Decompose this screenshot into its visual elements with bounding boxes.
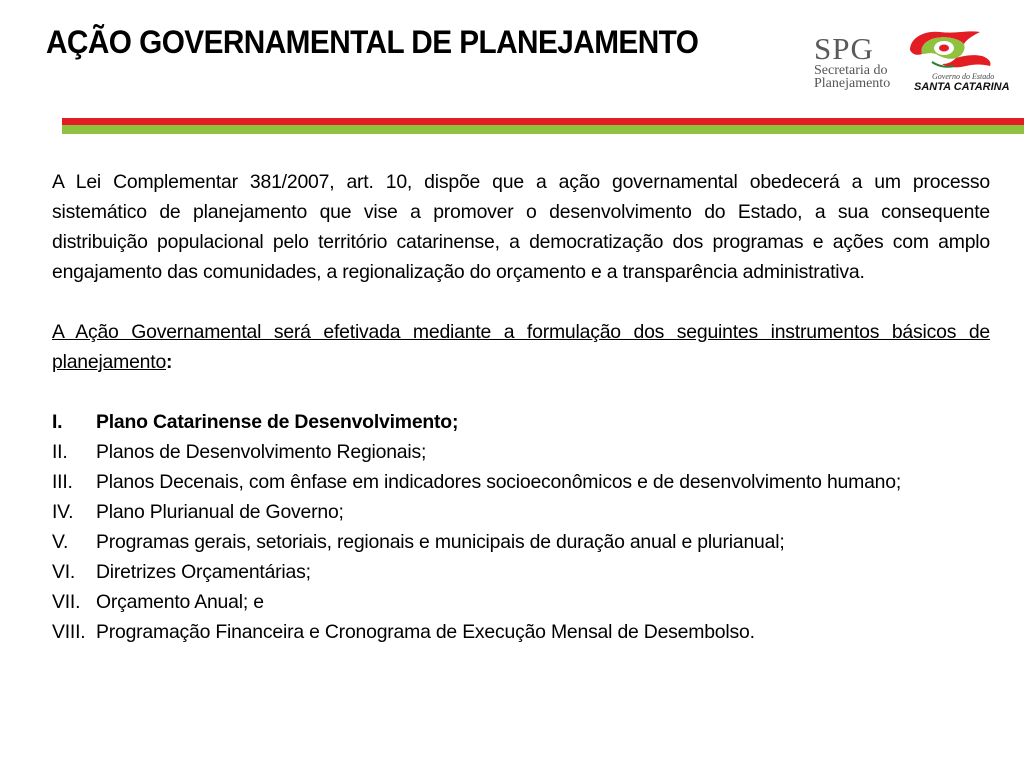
list-item-number: VI. bbox=[52, 561, 76, 583]
header-stripe-green bbox=[62, 125, 1024, 134]
spg-logo-mark: SPG bbox=[814, 31, 874, 66]
list-item-text: Plano Plurianual de Governo; bbox=[96, 501, 344, 523]
state-name-label: SANTA CATARINA bbox=[914, 81, 1010, 93]
spg-logo-line-2: Planejamento bbox=[814, 76, 891, 91]
list-item bbox=[52, 407, 990, 437]
list-item bbox=[52, 497, 990, 527]
list-item-number: VII. bbox=[52, 591, 81, 613]
intro-paragraph: A Lei Complementar 381/2007, art. 10, dispõe que a ação governamental obedecerá a um processo sistemático de planejamento que vise a promover o desenvolvimento do Estado, a sua consequente distribuição populacional pelo território catarinense, a democratização dos programas e ações com amplo engajamento das comunidades, a regionalização do orçamento e a transparência administrativa. bbox=[52, 171, 990, 283]
list-item-text: Orçamento Anual; e bbox=[96, 591, 264, 613]
list-item-text: Programação Financeira e Cronograma de Execução Mensal de Desembolso. bbox=[96, 621, 755, 643]
spg-logo-line-1: Secretaria do bbox=[814, 63, 888, 78]
lead-underlined-text: A Ação Governamental será efetivada mediante a formulação dos seguintes instrumentos básicos de planejamento bbox=[52, 321, 990, 373]
list-item-number: V. bbox=[52, 531, 69, 553]
body-text bbox=[52, 167, 990, 647]
list-item-text: Programas gerais, setoriais, regionais e municipais de duração anual e plurianual; bbox=[96, 531, 785, 553]
list-item bbox=[52, 437, 990, 467]
list-item-number: IV. bbox=[52, 501, 74, 523]
list-item-number: VIII. bbox=[52, 621, 86, 643]
list-item-number: I. bbox=[52, 411, 63, 433]
santa-catarina-emblem-icon bbox=[906, 28, 994, 74]
lead-paragraph bbox=[52, 317, 990, 377]
instruments-list bbox=[52, 407, 990, 647]
list-item-text: Diretrizes Orçamentárias; bbox=[96, 561, 311, 583]
spacer bbox=[52, 377, 990, 407]
header-stripe-red bbox=[62, 118, 1024, 125]
santa-catarina-logo bbox=[906, 28, 1010, 94]
lead-colon: : bbox=[166, 351, 173, 373]
list-item bbox=[52, 587, 990, 617]
list-item-text: Planos de Desenvolvimento Regionais; bbox=[96, 441, 427, 463]
list-item-number: II. bbox=[52, 441, 68, 463]
list-item-number: III. bbox=[52, 471, 73, 493]
spg-logo bbox=[814, 31, 909, 94]
list-item bbox=[52, 527, 990, 557]
list-item bbox=[52, 557, 990, 587]
state-government-label: Governo do Estado bbox=[932, 72, 995, 81]
page-title: AÇÃO GOVERNAMENTAL DE PLANEJAMENTO bbox=[46, 24, 699, 60]
list-item-text: Planos Decenais, com ênfase em indicadores socioeconômicos e de desenvolvimento humano; bbox=[96, 471, 902, 493]
list-item bbox=[52, 617, 990, 647]
list-item-text: Plano Catarinense de Desenvolvimento; bbox=[96, 411, 459, 433]
list-item bbox=[52, 467, 990, 497]
spacer bbox=[52, 287, 990, 317]
